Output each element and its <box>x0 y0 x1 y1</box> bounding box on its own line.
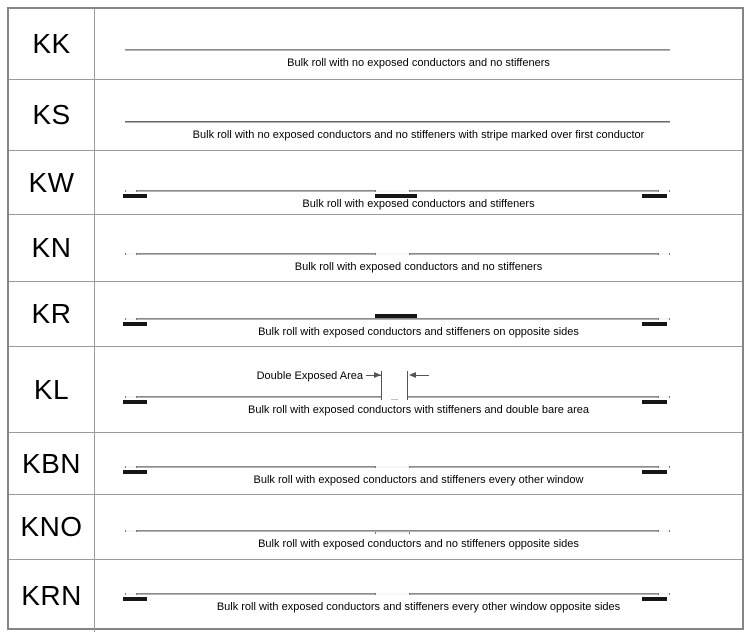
exposed-window-right <box>658 190 670 192</box>
gap-tick-left <box>381 371 382 400</box>
exposed-window-right <box>658 253 670 255</box>
type-code: KRN <box>21 580 82 611</box>
table-row <box>9 79 742 150</box>
diagram-cell <box>95 151 742 214</box>
diagram-cell <box>95 347 742 432</box>
exposed-window-left <box>125 190 137 192</box>
exposed-window-middle <box>375 593 410 595</box>
type-code: KN <box>31 232 72 263</box>
description: Bulk roll with exposed conductors and stiffeners <box>302 198 535 210</box>
type-code: KS <box>32 99 71 130</box>
exposed-window-middle <box>375 466 410 468</box>
exposed-window-left <box>125 318 137 320</box>
type-code-cell <box>9 282 95 346</box>
type-code-cell <box>9 151 95 214</box>
type-code-cell <box>9 495 95 559</box>
exposed-window-middle <box>375 253 410 255</box>
table-row <box>9 281 742 346</box>
dimension-arrowhead-right-pointing <box>374 372 381 378</box>
description: Bulk roll with exposed conductors and no stiffeners opposite sides <box>258 538 579 550</box>
cable-bar <box>125 525 670 539</box>
dimension-arrowhead-left-pointing <box>409 372 416 378</box>
type-code: KBN <box>21 447 82 479</box>
type-code: KW <box>28 166 75 198</box>
diagram-cell <box>95 433 742 494</box>
gap-tick-right <box>407 371 408 400</box>
cable-body <box>125 121 670 123</box>
exposed-window-right <box>658 396 670 398</box>
type-code-cell <box>9 560 95 632</box>
diagram-cell <box>95 9 742 79</box>
gap-center-mark <box>391 399 398 400</box>
cable-bar <box>125 44 670 58</box>
description: Bulk roll with exposed conductors and stiffeners every other window opposite sides <box>216 601 621 613</box>
cable-bar <box>125 313 670 327</box>
exposed-window-left <box>125 396 137 398</box>
type-code: KR <box>31 298 72 329</box>
exposed-window-left <box>125 466 137 468</box>
description: Bulk roll with exposed conductors and stiffeners every other window <box>253 474 584 486</box>
type-code: KK <box>32 28 71 59</box>
table-row <box>9 9 742 79</box>
cable-types-table <box>7 7 744 630</box>
dimension-line-right <box>416 375 429 376</box>
cable-body <box>125 49 670 51</box>
type-code-cell <box>9 347 95 432</box>
table-row <box>9 559 742 632</box>
type-code-cell <box>9 215 95 281</box>
diagram-cell <box>95 215 742 281</box>
exposed-window-left <box>125 530 137 532</box>
exposed-window-middle-bottom <box>375 532 410 534</box>
dimension-annotation: Double Exposed Area <box>256 370 363 382</box>
cable-bar <box>125 461 670 475</box>
exposed-window-right <box>658 318 670 320</box>
diagram-cell <box>95 495 742 559</box>
table-row <box>9 346 742 432</box>
stiffener-middle <box>375 314 417 318</box>
cable-bar <box>125 185 670 199</box>
cable-body <box>125 318 670 320</box>
description: Bulk roll with exposed conductors with stiffeners and double bare area <box>248 404 589 416</box>
diagram-cell <box>95 282 742 346</box>
table-row <box>9 432 742 494</box>
exposed-window-right <box>658 466 670 468</box>
description: Bulk roll with exposed conductors and no stiffeners <box>294 261 543 273</box>
cable-bar <box>125 588 670 602</box>
type-code-cell <box>9 433 95 494</box>
cable-bar <box>125 248 670 262</box>
description: Bulk roll with exposed conductors and stiffeners on opposite sides <box>258 326 579 338</box>
diagram-cell <box>95 80 742 150</box>
cable-bar <box>125 370 670 405</box>
diagram-cell <box>95 560 742 632</box>
exposed-window-left <box>125 593 137 595</box>
double-exposed-gap <box>382 395 407 401</box>
description: Bulk roll with no exposed conductors and no stiffeners <box>287 57 550 69</box>
table-row <box>9 150 742 214</box>
cable-bar <box>125 116 670 130</box>
exposed-window-right <box>658 530 670 532</box>
type-code: KL <box>33 373 70 405</box>
type-code-cell <box>9 9 95 79</box>
exposed-window-middle <box>375 190 410 192</box>
description: Bulk roll with no exposed conductors and no stiffeners with stripe marked over first conductor <box>192 129 645 141</box>
type-code: KNO <box>20 511 83 542</box>
exposed-window-left <box>125 253 137 255</box>
table-row <box>9 214 742 281</box>
table-row <box>9 494 742 559</box>
exposed-window-right <box>658 593 670 595</box>
type-code-cell <box>9 80 95 150</box>
